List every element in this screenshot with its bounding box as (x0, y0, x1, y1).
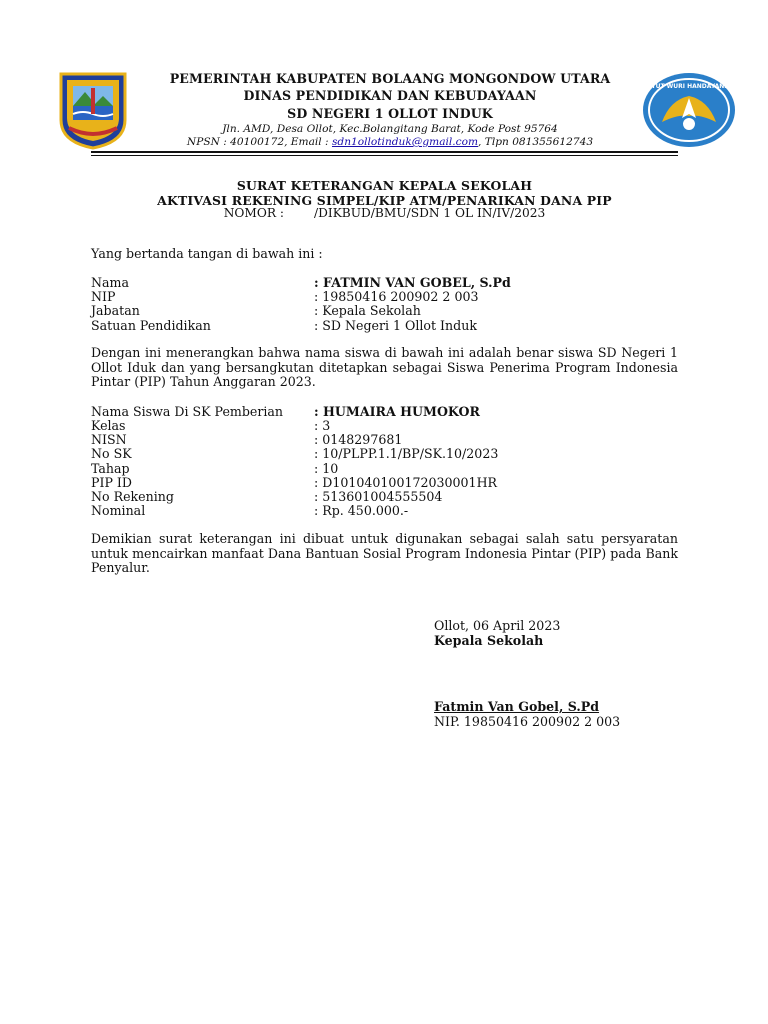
student-value: : Rp. 450.000.- (314, 503, 409, 518)
letter-title: SURAT KETERANGAN KEPALA SEKOLAH (236, 178, 533, 193)
signer-value: : 19850416 200902 2 003 (314, 289, 479, 304)
student-value: : 0148297681 (314, 432, 403, 447)
student-value: : HUMAIRA HUMOKOR (314, 404, 480, 419)
letterhead-address: Jln. AMD, Desa Ollot, Kec.Bolangitang Barat, Kode Post 95764 (222, 123, 558, 135)
signer-name: Fatmin Van Gobel, S.Pd (434, 699, 600, 714)
letterhead-divider-thick (91, 151, 678, 153)
letterhead-contact (140, 136, 640, 148)
student-label: No Rekening (91, 489, 174, 504)
nomor-value: /DIKBUD/BMU/SDN 1 OL IN/IV/2023 (314, 206, 546, 220)
regency-emblem-icon (55, 70, 131, 150)
signer-value: : FATMIN VAN GOBEL, S.Pd (314, 275, 511, 290)
npsn-text: NPSN : 40100172, Email : (186, 136, 332, 148)
letter-number (91, 206, 678, 220)
phone-text: , Tlpn 081355612743 (478, 136, 594, 148)
letter-subtitle: AKTIVASI REKENING SIMPEL/KIP ATM/PENARIKAN DANA PIP (157, 193, 612, 208)
student-value: : D101040100172030001HR (314, 475, 498, 490)
student-label: Kelas (91, 418, 126, 433)
signer-value: : Kepala Sekolah (314, 303, 421, 318)
letterhead-government: PEMERINTAH KABUPATEN BOLAANG MONGONDOW UTARA (169, 71, 611, 86)
student-label: PIP ID (91, 475, 132, 490)
closing-paragraph: Demikian surat keterangan ini dibuat untuk digunakan sebagai salah satu persyaratan untuk mencairkan manfaat Dana Bantuan Sosial Program Indonesia Pintar (PIP) pada Bank Penyalur. (91, 531, 678, 575)
signer-position: Kepala Sekolah (434, 633, 544, 648)
email-link[interactable]: sdn1ollotinduk@gmail.com (331, 136, 479, 148)
student-value: : 10/PLPP.1.1/BP/SK.10/2023 (314, 446, 499, 461)
signer-label: NIP (91, 289, 116, 304)
logo-motto: TUT WURI HANDAYANI (651, 83, 727, 90)
place-date: Ollot, 06 April 2023 (434, 618, 561, 633)
intro-text: Yang bertanda tangan di bawah ini : (91, 246, 323, 261)
student-label: NISN (91, 432, 127, 447)
student-value: : 3 (314, 418, 331, 433)
letterhead-department: DINAS PENDIDIKAN DAN KEBUDAYAAN (243, 88, 537, 103)
nomor-label: NOMOR : (223, 206, 284, 220)
student-label: Nama Siswa Di SK Pemberian (91, 404, 284, 419)
student-value: : 513601004555504 (314, 489, 443, 504)
student-label: Nominal (91, 503, 146, 518)
student-value: : 10 (314, 461, 339, 476)
student-label: No SK (91, 446, 132, 461)
statement-paragraph: Dengan ini menerangkan bahwa nama siswa di bawah ini adalah benar siswa SD Negeri 1 Ollot Iduk dan yang bersangkutan ditetapkan sebagai Siswa Penerima Program Indonesia Pintar (PIP) Tahun Anggaran 2023. (91, 345, 678, 389)
signer-label: Jabatan (91, 303, 140, 318)
signer-label: Satuan Pendidikan (91, 318, 211, 333)
letterhead-school: SD NEGERI 1 OLLOT INDUK (287, 106, 493, 121)
letterhead-divider-thin (91, 155, 678, 156)
tut-wuri-handayani-logo-icon (640, 70, 738, 150)
signer-nip: NIP. 19850416 200902 2 003 (434, 714, 621, 729)
signer-label: Nama (91, 275, 129, 290)
signer-value: : SD Negeri 1 Ollot Induk (314, 318, 477, 333)
student-label: Tahap (91, 461, 130, 476)
